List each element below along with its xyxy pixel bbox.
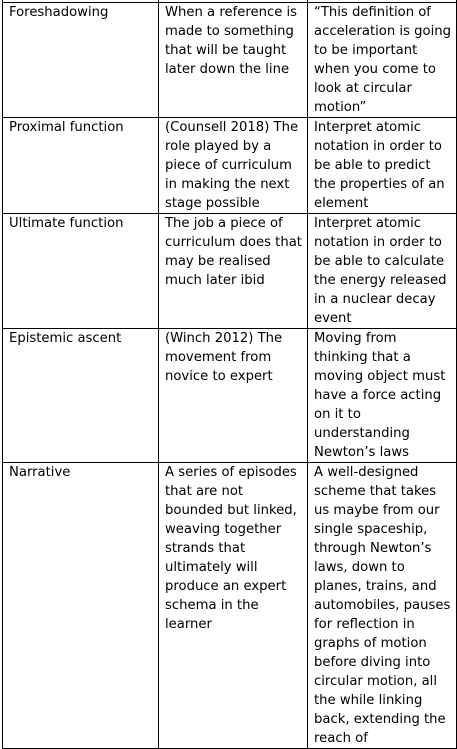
term-cell: Ultimate function [3,214,159,329]
term-cell: Foreshadowing [3,3,159,118]
term-cell: Proximal function [3,118,159,214]
definition-cell: (Counsell 2018) The role played by a piece of curriculum in making the next stage possible [159,118,308,214]
example-cell: Interpret atomic notation in order to be able to predict the properties of an element [308,118,457,214]
table-row [3,214,457,329]
table-row [3,3,457,118]
term-cell: Narrative [3,463,159,749]
curriculum-terms-table [2,0,457,749]
table-row [3,329,457,463]
definition-cell: A series of episodes that are not bounded but linked, weaving together strands that ultimately will produce an expert schema in the learner [159,463,308,749]
term-cell: Epistemic ascent [3,329,159,463]
example-cell: Moving from thinking that a moving object must have a force acting on it to understanding Newton’s laws [308,329,457,463]
definition-cell: The job a piece of curriculum does that may be realised much later ibid [159,214,308,329]
table-row [3,463,457,749]
definition-cell: When a reference is made to something that will be taught later down the line [159,3,308,118]
definition-cell: (Winch 2012) The movement from novice to expert [159,329,308,463]
example-cell: “This definition of acceleration is going to be important when you come to look at circular motion” [308,3,457,118]
table-row [3,118,457,214]
fragment-text [165,0,304,1]
example-cell: Interpret atomic notation in order to be able to calculate the energy released in a nuclear decay event [308,214,457,329]
example-cell: A well-designed scheme that takes us maybe from our single spaceship, through Newton’s laws, down to planes, trains, and automobiles, pauses for reflection in graphs of motion before diving into circular motion, all the while linking back, extending the reach of [308,463,457,749]
